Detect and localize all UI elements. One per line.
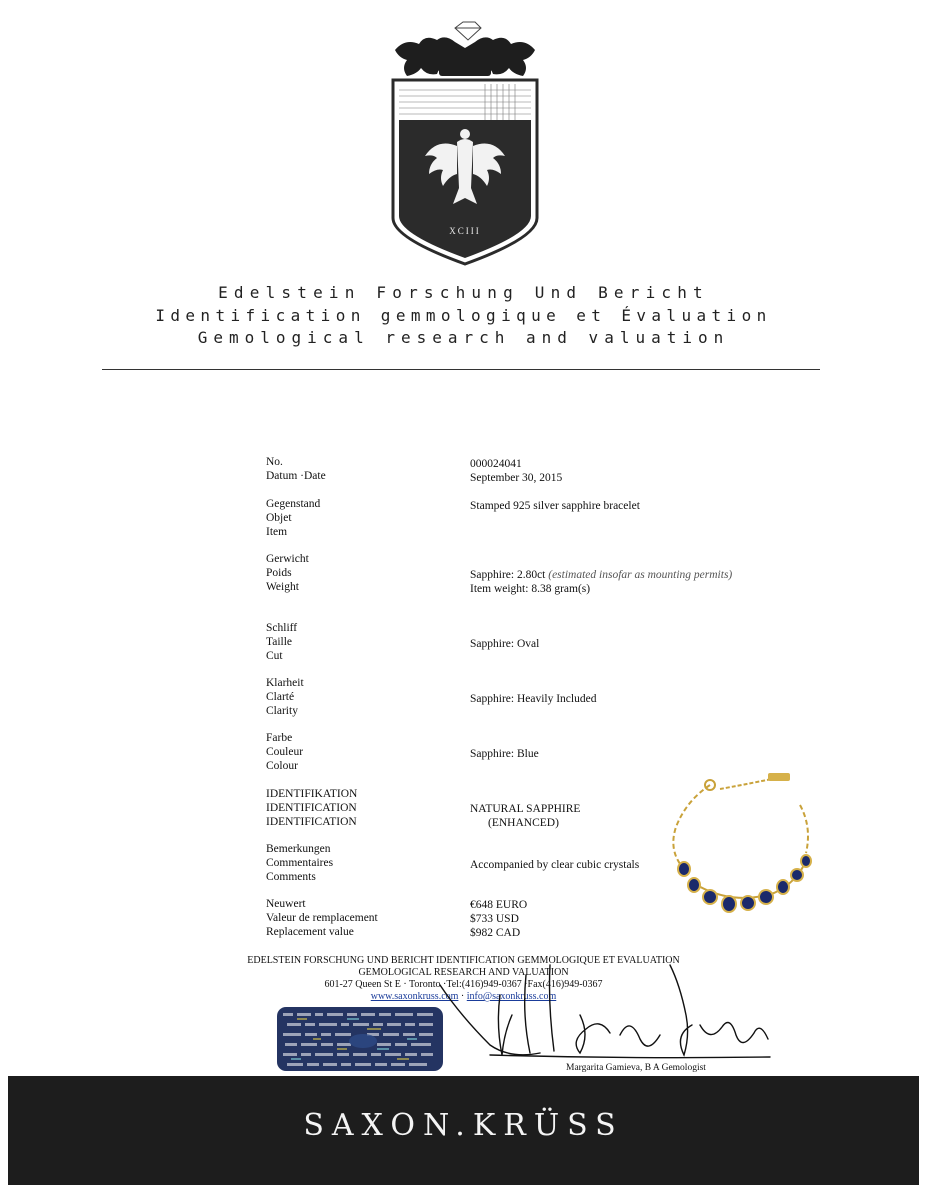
brand-name: SAXON.KRÜSS [303, 1108, 624, 1143]
clarity-label-fr: Clarté [266, 691, 295, 703]
footer-company-line: EDELSTEIN FORSCHUNG UND BERICHT IDENTIFICATION GEMMOLOGIQUE ET EVALUATION [247, 955, 680, 966]
bracelet-photo [650, 765, 825, 925]
weight-value-item: Item weight: 8.38 gram(s) [470, 583, 591, 595]
weight-stone-text: Sapphire: 2.80ct [470, 569, 546, 581]
comments-label-en: Comments [266, 871, 316, 883]
colour-value: Sapphire: Blue [470, 748, 539, 760]
comments-label-de: Bemerkungen [266, 843, 331, 855]
diamond-icon [455, 22, 481, 40]
footer-subtitle-line: GEMOLOGICAL RESEARCH AND VALUATION [358, 967, 569, 978]
date-label: Datum ·Date [266, 470, 326, 482]
no-label: No. [266, 456, 283, 468]
ident-label-en: IDENTIFICATION [266, 816, 357, 828]
colour-label-fr: Couleur [266, 746, 304, 758]
ident-value: NATURAL SAPPHIRE [470, 803, 581, 815]
header-divider [102, 369, 820, 370]
comments-label-fr: Commentaires [266, 857, 334, 869]
email-link[interactable]: info@saxonkruss.com [466, 991, 557, 1002]
signature [430, 955, 790, 1075]
clarity-label-en: Clarity [266, 705, 298, 717]
footer-address-line: 601-27 Queen St E · Toronto ·Tel:(416)949-0367 ·Fax(416)949-0367 [324, 979, 603, 990]
item-label-en: Item [266, 526, 288, 538]
signatory-name: Margarita Gamieva, B A Gemologist [566, 1063, 706, 1073]
header-title-fr: Identification gemmologique et Évaluation [155, 306, 772, 325]
value-cad: $982 CAD [470, 927, 521, 939]
colour-label-de: Farbe [266, 732, 293, 744]
item-value: Stamped 925 silver sapphire bracelet [470, 500, 640, 512]
report-number: 000024041 [470, 458, 522, 470]
cut-label-de: Schliff [266, 622, 298, 634]
cut-label-fr: Taille [266, 636, 293, 648]
sapphire-stones [678, 855, 811, 912]
ident-label-fr: IDENTIFICATION [266, 802, 357, 814]
value-label-de: Neuwert [266, 898, 306, 910]
mantling-ornament [395, 37, 535, 76]
comments-value: Accompanied by clear cubic crystals [470, 859, 640, 871]
weight-label-en: Weight [266, 581, 299, 593]
weight-note: (estimated insofar as mounting permits) [548, 569, 733, 581]
value-label-fr: Valeur de remplacement [266, 912, 378, 924]
crest-numeral: XCIII [449, 226, 481, 236]
website-link[interactable]: www.saxonkruss.com [370, 991, 459, 1002]
clarity-value: Sapphire: Heavily Included [470, 693, 597, 705]
crest-emblem [385, 18, 545, 268]
weight-label-de: Gerwicht [266, 553, 309, 565]
weight-value-stone [470, 568, 732, 582]
item-label-de: Gegenstand [266, 498, 321, 510]
header-title-de: Edelstein Forschung Und Bericht [218, 283, 709, 302]
colour-label-en: Colour [266, 760, 298, 772]
ident-label-de: IDENTIFIKATION [266, 788, 358, 800]
value-label-en: Replacement value [266, 926, 354, 938]
cut-label-en: Cut [266, 650, 283, 662]
item-label-fr: Objet [266, 512, 292, 524]
cut-value: Sapphire: Oval [470, 638, 540, 650]
clarity-label-de: Klarheit [266, 677, 304, 689]
value-usd: $733 USD [470, 913, 519, 925]
header-title-en: Gemological research and valuation [197, 328, 730, 347]
value-euro: €648 EURO [470, 899, 528, 911]
footer-contact-line: www.saxonkruss.com · info@saxonkruss.com [370, 991, 557, 1002]
ident-treatment: (ENHANCED) [488, 817, 559, 829]
report-date: September 30, 2015 [470, 472, 563, 484]
weight-label-fr: Poids [266, 567, 292, 579]
hologram-seal [277, 1007, 443, 1071]
